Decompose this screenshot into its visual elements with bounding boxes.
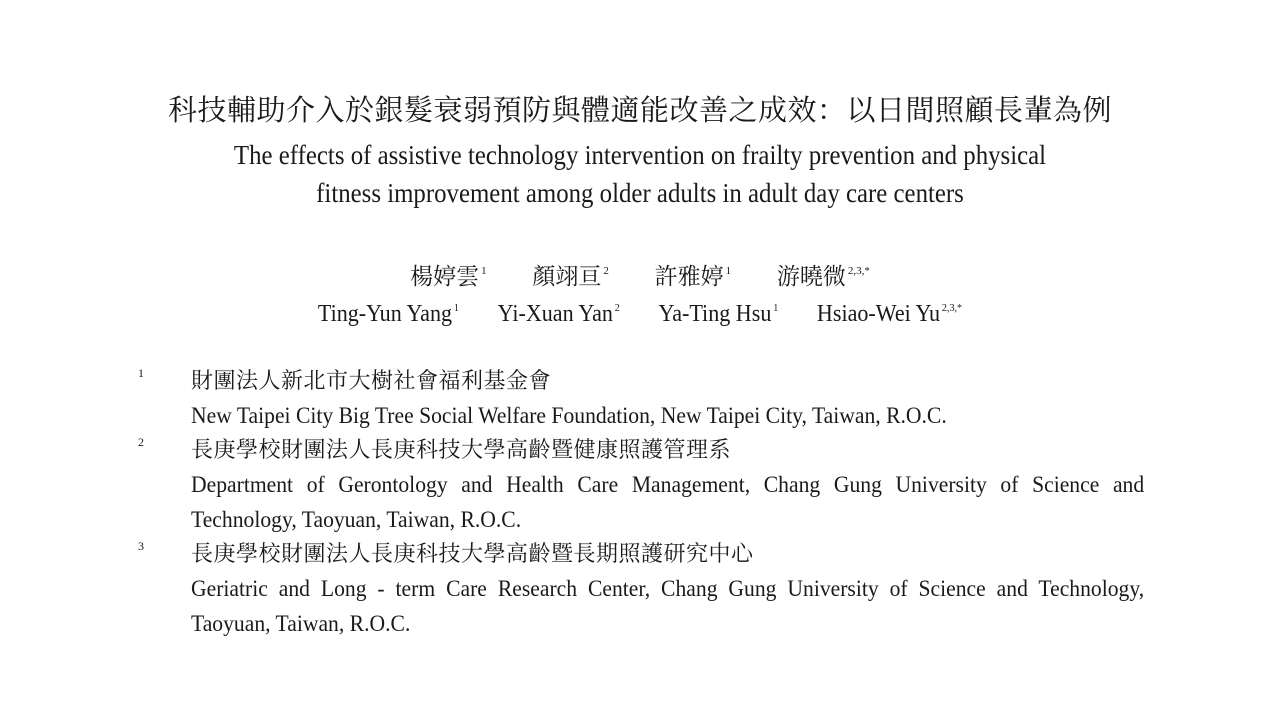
author-en [817,290,962,332]
author-zh [532,254,609,294]
affiliations-list [138,364,1148,641]
author-affiliation-mark: 2,3,* [847,265,870,277]
author-name: 許雅婷 [654,264,724,289]
author-affiliation-mark: 1 [481,265,487,277]
author-name: Yi-Xuan Yan [497,301,613,327]
title-english-line-1: The effects of assistive technology intervention on frailty prevention and physical [233,140,1047,170]
author-name: 游曉微 [776,264,846,289]
title-english [143,136,1137,212]
affiliation-english: Department of Gerontology and Health Care Management, Chang Gung University of Science and Technology, Taoyuan, Taiwan, R.O.C. [191,472,1145,532]
affiliation-number: 3 [138,539,144,553]
affiliation-chinese: 長庚學校財團法人長庚科技大學高齡暨長期照護研究中心 [191,541,754,566]
author-affiliation-mark: 2 [603,265,609,277]
author-name: 楊婷雲 [410,264,480,289]
affiliation-chinese: 財團法人新北市大樹社會福利基金會 [191,368,552,393]
affiliation-chinese: 長庚學校財團法人長庚科技大學高齡暨健康照護管理系 [191,437,732,462]
author-affiliation-mark: 1 [725,265,732,277]
author-zh [777,254,870,294]
affiliation-item [138,537,1148,641]
author-en [498,290,620,332]
authors-chinese [100,254,1180,294]
author-name: Ting-Yun Yang [317,301,453,327]
author-en [658,290,778,332]
author-name: 顏翊亘 [532,264,602,289]
affiliation-english: Geriatric and Long - term Care Research Center, Chang Gung University of Science and Technology, Taoyuan, Taiwan, R.O.C. [191,576,1145,636]
author-affiliation-mark: 1 [453,302,459,314]
author-en [318,290,459,332]
author-name: Ya-Ting Hsu [658,301,772,327]
title-english-line-2: fitness improvement among older adults in adult day care centers [316,178,964,208]
author-zh [655,254,732,294]
author-zh [410,254,487,294]
author-affiliation-mark: 2 [614,302,620,314]
title-chinese: 科技輔助介入於銀髮衰弱預防與體適能改善之成效：以日間照顧長輩為例 [167,95,1112,127]
affiliation-item [138,364,1148,433]
affiliation-english: New Taipei City Big Tree Social Welfare Foundation, New Taipei City, Taiwan, R.O.C. [191,403,947,428]
author-affiliation-mark: 1 [773,302,779,314]
authors-english [143,290,1137,332]
affiliation-item [138,433,1148,537]
author-name: Hsiao-Wei Yu [816,301,941,327]
author-affiliation-mark: 2,3,* [941,302,963,314]
affiliation-number: 1 [138,366,144,380]
affiliation-number: 2 [138,435,144,449]
